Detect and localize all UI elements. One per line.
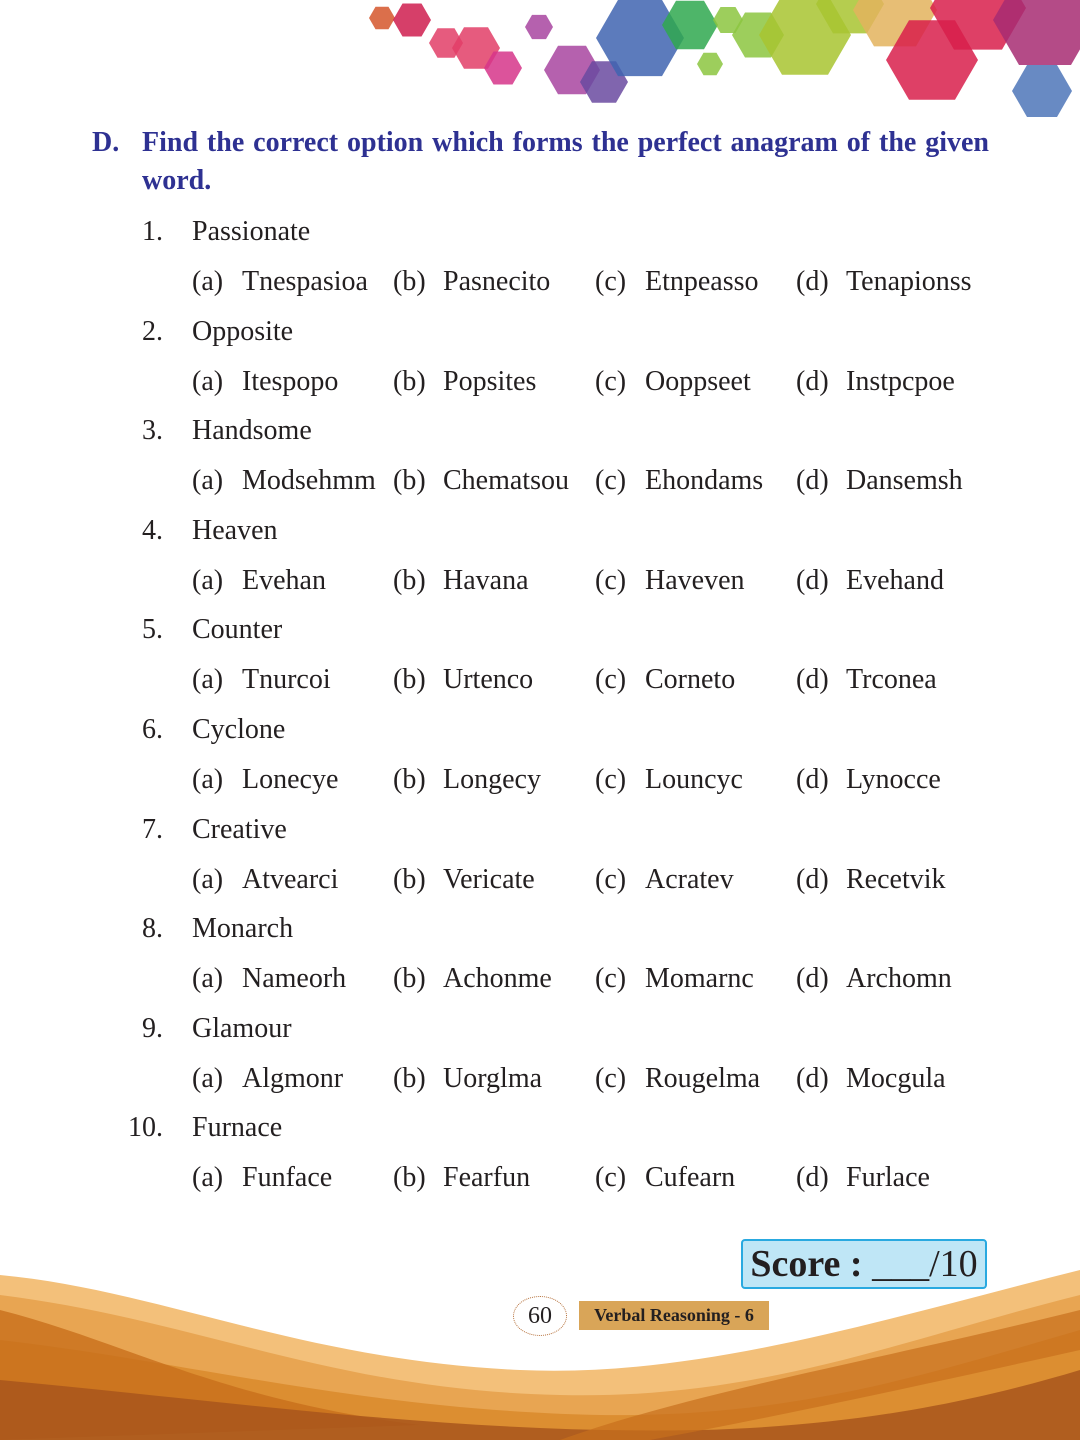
- option-label: (b): [393, 465, 426, 497]
- score-box: [741, 1239, 987, 1289]
- question-word: Counter: [192, 614, 283, 646]
- option-label: (d): [796, 365, 829, 397]
- option-row: [0, 959, 1000, 999]
- answer-option[interactable]: [595, 959, 754, 999]
- answer-option[interactable]: [393, 660, 533, 700]
- answer-option[interactable]: [796, 1158, 930, 1198]
- question-number: 8.: [142, 913, 163, 945]
- option-text: Trconea: [846, 664, 937, 696]
- answer-option[interactable]: [393, 561, 529, 601]
- option-label: (c): [595, 863, 627, 895]
- page-number: 60: [513, 1296, 567, 1336]
- hexagon-decoration: [0, 0, 1080, 125]
- question-number: 6.: [142, 714, 163, 745]
- option-text: Funface: [242, 1162, 333, 1194]
- option-text: Chematsou: [443, 465, 569, 497]
- question-number: 9.: [142, 1012, 163, 1044]
- option-text: Nameorh: [242, 963, 347, 995]
- answer-option[interactable]: [192, 461, 376, 501]
- option-label: (b): [393, 664, 426, 696]
- option-text: Vericate: [443, 863, 535, 895]
- answer-option[interactable]: [393, 1158, 530, 1198]
- option-text: Haveven: [645, 564, 745, 596]
- answer-option[interactable]: [796, 660, 937, 700]
- question-word: Passionate: [192, 216, 311, 247]
- option-label: (c): [595, 764, 627, 795]
- option-label: (d): [796, 963, 829, 995]
- option-text: Modsehmm: [242, 465, 376, 497]
- option-text: Popsites: [443, 365, 537, 397]
- option-label: (a): [192, 365, 224, 397]
- option-text: Etnpeasso: [645, 266, 759, 297]
- answer-option[interactable]: [393, 760, 541, 800]
- option-label: (a): [192, 266, 224, 297]
- option-text: Tenapionss: [846, 266, 972, 297]
- answer-option[interactable]: [595, 561, 745, 601]
- question-word: Monarch: [192, 913, 294, 945]
- question-item: [0, 1009, 600, 1049]
- book-title: Verbal Reasoning - 6: [579, 1301, 769, 1330]
- answer-option[interactable]: [796, 461, 963, 501]
- option-row: [0, 1059, 1000, 1099]
- option-label: (b): [393, 564, 426, 596]
- question-number: 7.: [142, 813, 163, 845]
- question-word: Heaven: [192, 514, 278, 546]
- option-label: (c): [595, 465, 627, 497]
- option-label: (a): [192, 664, 224, 696]
- answer-option[interactable]: [393, 362, 536, 402]
- question-item: [0, 411, 600, 451]
- option-label: (b): [393, 365, 426, 397]
- answer-option[interactable]: [192, 1158, 332, 1198]
- answer-option[interactable]: [192, 262, 368, 302]
- option-text: Archomn: [846, 963, 952, 995]
- question-word: Opposite: [192, 315, 294, 347]
- option-label: (b): [393, 963, 426, 995]
- option-text: Ehondams: [645, 465, 764, 497]
- hexagon-shape: [369, 7, 395, 30]
- option-row: [0, 860, 1000, 900]
- option-text: Uorglma: [443, 1062, 543, 1094]
- option-label: (d): [796, 266, 829, 297]
- question-item: [0, 511, 600, 551]
- option-label: (c): [595, 1062, 627, 1094]
- hexagon-shape: [697, 53, 723, 76]
- question-word: Handsome: [192, 415, 312, 447]
- option-text: Urtenco: [443, 664, 534, 696]
- option-text: Longecy: [443, 764, 541, 795]
- option-text: Fearfun: [443, 1162, 531, 1194]
- section-instruction: Find the correct option which forms the perfect anagram of the given word.: [142, 127, 989, 196]
- option-label: (c): [595, 664, 627, 696]
- question-word: Cyclone: [192, 714, 286, 745]
- answer-option[interactable]: [595, 1059, 760, 1099]
- answer-option[interactable]: [796, 561, 944, 601]
- answer-option[interactable]: [796, 362, 955, 402]
- question-word: Glamour: [192, 1012, 292, 1044]
- answer-option[interactable]: [595, 362, 751, 402]
- option-text: Ooppseet: [645, 365, 751, 397]
- option-label: (b): [393, 266, 426, 297]
- question-number: 1.: [142, 216, 163, 247]
- option-text: Evehand: [846, 564, 944, 596]
- option-label: (b): [393, 863, 426, 895]
- option-label: (d): [796, 564, 829, 596]
- option-text: Mocgula: [846, 1062, 946, 1094]
- option-label: (a): [192, 764, 224, 795]
- answer-option[interactable]: [796, 959, 952, 999]
- answer-option[interactable]: [796, 760, 941, 800]
- option-text: Acratev: [645, 863, 734, 895]
- option-text: Momarnc: [645, 963, 754, 995]
- question-item: [0, 610, 600, 650]
- score-label: Score :: [750, 1243, 863, 1285]
- option-label: (c): [595, 963, 627, 995]
- answer-option[interactable]: [393, 860, 535, 900]
- option-text: Achonme: [443, 963, 552, 995]
- option-text: Algmonr: [242, 1062, 344, 1094]
- option-row: [0, 262, 1000, 302]
- option-text: Evehan: [242, 564, 326, 596]
- score-value: ___/10: [862, 1243, 978, 1285]
- option-label: (a): [192, 963, 224, 995]
- option-text: Havana: [443, 564, 529, 596]
- option-row: [0, 660, 1000, 700]
- option-text: Dansemsh: [846, 465, 963, 497]
- hexagon-shape: [1012, 65, 1072, 117]
- option-label: (b): [393, 1062, 426, 1094]
- answer-option[interactable]: [595, 461, 763, 501]
- option-label: (d): [796, 764, 829, 795]
- answer-option[interactable]: [192, 760, 338, 800]
- answer-option[interactable]: [192, 362, 338, 402]
- answer-option[interactable]: [595, 1158, 735, 1198]
- question-number: 2.: [142, 315, 163, 347]
- option-label: (a): [192, 1162, 224, 1194]
- option-text: Tnurcoi: [242, 664, 331, 696]
- question-item: [0, 810, 600, 850]
- option-label: (a): [192, 1062, 224, 1094]
- answer-option[interactable]: [192, 1059, 343, 1099]
- option-label: (d): [796, 1162, 829, 1194]
- answer-option[interactable]: [796, 262, 972, 302]
- hexagon-shape: [993, 0, 1080, 65]
- option-label: (a): [192, 465, 224, 497]
- option-text: Rougelma: [645, 1062, 761, 1094]
- option-text: Instpcpoe: [846, 365, 955, 397]
- question-item: [0, 710, 600, 750]
- option-label: (d): [796, 1062, 829, 1094]
- option-row: [0, 1158, 1000, 1198]
- question-number: 5.: [142, 614, 163, 646]
- option-row: [0, 461, 1000, 501]
- option-text: Lynocce: [846, 764, 941, 795]
- answer-option[interactable]: [192, 959, 346, 999]
- answer-option[interactable]: [393, 1059, 542, 1099]
- answer-option[interactable]: [595, 760, 743, 800]
- hexagon-shape: [393, 4, 431, 37]
- option-label: (d): [796, 465, 829, 497]
- option-text: Recetvik: [846, 863, 946, 895]
- answer-option[interactable]: [192, 860, 338, 900]
- option-label: (b): [393, 764, 426, 795]
- option-label: (c): [595, 365, 627, 397]
- answer-option[interactable]: [595, 860, 734, 900]
- option-label: (d): [796, 863, 829, 895]
- question-number: 10.: [128, 1112, 163, 1144]
- option-label: (c): [595, 1162, 627, 1194]
- answer-option[interactable]: [393, 959, 552, 999]
- option-text: Louncyc: [645, 764, 743, 795]
- option-label: (a): [192, 564, 224, 596]
- option-label: (d): [796, 664, 829, 696]
- answer-option[interactable]: [796, 1059, 946, 1099]
- answer-option[interactable]: [796, 860, 946, 900]
- question-word: Furnace: [192, 1112, 283, 1144]
- option-text: Lonecye: [242, 764, 339, 795]
- answer-option[interactable]: [595, 262, 759, 302]
- question-item: [0, 909, 600, 949]
- option-label: (c): [595, 564, 627, 596]
- answer-option[interactable]: [192, 660, 331, 700]
- option-row: [0, 362, 1000, 402]
- question-word: Creative: [192, 813, 287, 845]
- option-text: Corneto: [645, 664, 736, 696]
- option-text: Cufearn: [645, 1162, 736, 1194]
- answer-option[interactable]: [393, 461, 569, 501]
- option-label: (a): [192, 863, 224, 895]
- option-text: Furlace: [846, 1162, 930, 1194]
- option-text: Itespopo: [242, 365, 339, 397]
- answer-option[interactable]: [393, 262, 550, 302]
- option-row: [0, 760, 1000, 800]
- answer-option[interactable]: [595, 660, 735, 700]
- option-text: Pasnecito: [443, 266, 551, 297]
- option-text: Atvearci: [242, 863, 339, 895]
- question-item: [0, 1108, 600, 1148]
- option-label: (c): [595, 266, 627, 297]
- answer-option[interactable]: [192, 561, 326, 601]
- hexagon-shape: [525, 15, 553, 39]
- option-text: Tnespasioa: [242, 266, 368, 297]
- question-item: [0, 312, 600, 352]
- option-label: (b): [393, 1162, 426, 1194]
- option-row: [0, 561, 1000, 601]
- question-number: 4.: [142, 514, 163, 546]
- question-number: 3.: [142, 415, 163, 447]
- question-item: [0, 212, 600, 252]
- section-letter: D.: [92, 127, 120, 158]
